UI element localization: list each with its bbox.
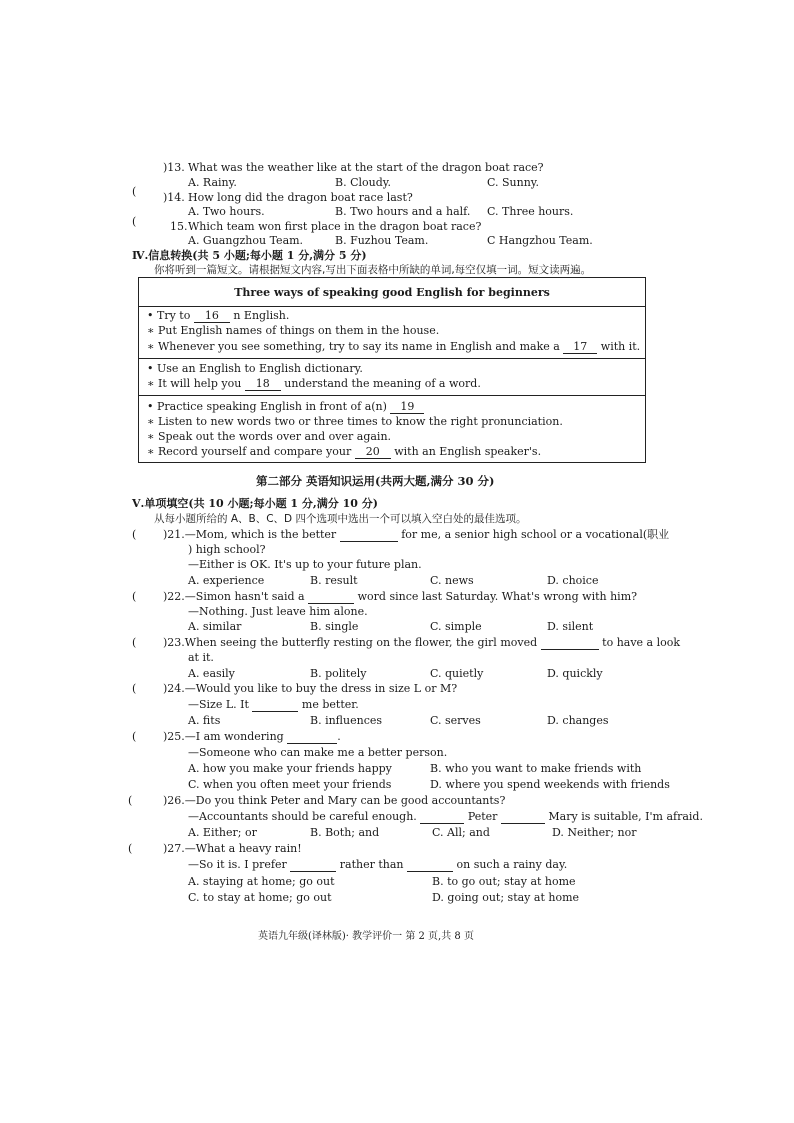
q26-option-b: B. Both; and: [310, 826, 380, 839]
q25-blank[interactable]: [287, 743, 337, 744]
q23-line1: )23.When seeing the butterfly resting on the flower, the girl moved to have a look: [163, 636, 681, 649]
q27-option-d: D. going out; stay at home: [432, 891, 580, 904]
blank-17[interactable]: 17: [563, 341, 597, 354]
q23-option-d: D. quickly: [547, 667, 603, 680]
q22-line1: )22.—Simon hasn't said a word since last Saturday. What's wrong with him?: [163, 590, 638, 603]
q26-line2: —Accountants should be careful enough. Peter Mary is suitable, I'm afraid.: [188, 810, 703, 823]
q21-paren: (: [132, 528, 137, 541]
page-footer: 英语九年级(译林版)· 教学评价一 第 2 页,共 8 页: [258, 931, 474, 942]
q21-option-c: C. news: [430, 574, 474, 587]
q14-option-a: A. Two hours.: [188, 205, 265, 218]
q25-option-c: C. when you often meet your friends: [188, 778, 392, 791]
blank-16[interactable]: 16: [194, 310, 230, 323]
q25-option-a: A. how you make your friends happy: [188, 762, 392, 775]
table-row-17: ∗ Whenever you see something, try to say its name in English and make a 17 with it.: [147, 340, 641, 353]
info-table: [138, 277, 646, 463]
section4-instruction: 你将听到一篇短文。请根据短文内容,写出下面表格中所缺的单词,每空仅填一词。短文读两遍。: [154, 264, 592, 276]
table-row-dictionary: • Use an English to English dictionary.: [147, 362, 363, 375]
q15-option-a: A. Guangzhou Team.: [188, 234, 304, 247]
q13-option-b: B. Cloudy.: [335, 176, 392, 189]
q25-option-d: D. where you spend weekends with friends: [430, 778, 670, 791]
q27-paren: (: [128, 842, 133, 855]
q24-line1: )24.—Would you like to buy the dress in size L or M?: [163, 682, 458, 695]
q15-stem: 15.: [170, 220, 188, 233]
q26-option-d: D. Neither; nor: [552, 826, 637, 839]
section5-heading: Ⅴ.单项填空(共 10 小题;每小题 1 分,满分 10 分): [132, 497, 378, 510]
q24-line2: —Size L. It me better.: [188, 698, 359, 711]
q24-paren: (: [132, 682, 137, 695]
q25-paren: (: [132, 730, 137, 743]
q14-option-c: C. Three hours.: [487, 205, 574, 218]
q22-option-a: A. similar: [188, 620, 242, 633]
blank-19[interactable]: 19: [390, 401, 424, 414]
q24-option-c: C. serves: [430, 714, 481, 727]
q13-option-c: C. Sunny.: [487, 176, 540, 189]
q26-line1: )26.—Do you think Peter and Mary can be good accountants?: [163, 794, 506, 807]
q13-stem: )13.: [163, 161, 185, 174]
q27-option-b: B. to go out; stay at home: [432, 875, 576, 888]
q25-line2: —Someone who can make me a better person.: [188, 746, 448, 759]
q23-line2: at it.: [188, 651, 214, 664]
q21-line2: ) high school?: [188, 543, 266, 556]
blank-20[interactable]: 20: [355, 446, 391, 459]
q22-line2: —Nothing. Just leave him alone.: [188, 605, 368, 618]
q15-paren: (: [132, 215, 137, 228]
q14-paren: (: [132, 185, 137, 198]
table-row-19: • Practice speaking English in front of a(n) 19: [147, 400, 424, 414]
q24-option-b: B. influences: [310, 714, 383, 727]
table-row-16: • Try to 16 n English.: [147, 309, 290, 322]
table-title: Three ways of speaking good English for beginners: [234, 286, 550, 299]
q26-blank-1[interactable]: [420, 823, 464, 824]
table-row-names: ∗ Put English names of things on them in the house.: [147, 324, 440, 337]
q14-stem: )14.: [163, 191, 185, 204]
q15-option-c: C Hangzhou Team.: [487, 234, 593, 247]
part2-title: 第二部分 英语知识运用(共两大题,满分 30 分): [256, 474, 495, 488]
q22-option-b: B. single: [310, 620, 359, 633]
table-row-listen: ∗ Listen to new words two or three times to know the right pronunciation.: [147, 415, 563, 428]
table-row-speak: ∗ Speak out the words over and over again.: [147, 430, 392, 443]
q27-blank-2[interactable]: [407, 871, 453, 872]
q26-paren: (: [128, 794, 133, 807]
q23-blank[interactable]: [541, 649, 599, 650]
q27-line1: )27.—What a heavy rain!: [163, 842, 302, 855]
q13-option-a: A. Rainy.: [188, 176, 237, 189]
q24-option-a: A. fits: [188, 714, 221, 727]
blank-18[interactable]: 18: [245, 378, 281, 391]
q21-option-a: A. experience: [188, 574, 265, 587]
q21-blank[interactable]: [340, 541, 398, 542]
q26-option-c: C. All; and: [432, 826, 490, 839]
section4-heading: Ⅳ.信息转换(共 5 小题;每小题 1 分,满分 5 分): [132, 249, 367, 262]
q26-blank-2[interactable]: [501, 823, 545, 824]
q24-option-d: D. changes: [547, 714, 609, 727]
q21-line3: —Either is OK. It's up to your future plan.: [188, 558, 422, 571]
q27-line2: —So it is. I prefer rather than on such a rainy day.: [188, 858, 568, 871]
q25-line1: )25.—I am wondering .: [163, 730, 341, 743]
q21-option-d: D. choice: [547, 574, 599, 587]
q14-text: How long did the dragon boat race last?: [188, 191, 413, 204]
q23-option-a: A. easily: [188, 667, 235, 680]
q27-blank-1[interactable]: [290, 871, 336, 872]
q27-option-a: A. staying at home; go out: [188, 875, 335, 888]
q21-line1: )21.—Mom, which is the better for me, a senior high school or a vocational(职业: [163, 528, 670, 541]
q22-option-c: C. simple: [430, 620, 482, 633]
q13-text: What was the weather like at the start of the dragon boat race?: [188, 161, 544, 174]
q23-paren: (: [132, 636, 137, 649]
q22-option-d: D. silent: [547, 620, 594, 633]
section5-instruction: 从每小题所给的 A、B、C、D 四个选项中选出一个可以填入空白处的最佳选项。: [154, 513, 527, 525]
q22-paren: (: [132, 590, 137, 603]
q14-option-b: B. Two hours and a half.: [335, 205, 471, 218]
q15-text: Which team won first place in the dragon boat race?: [188, 220, 482, 233]
table-row-18: ∗ It will help you 18 understand the meaning of a word.: [147, 377, 481, 390]
q21-option-b: B. result: [310, 574, 358, 587]
q22-blank[interactable]: [308, 603, 354, 604]
table-row-20: ∗ Record yourself and compare your 20 with an English speaker's.: [147, 445, 542, 458]
q23-option-c: C. quietly: [430, 667, 484, 680]
q23-option-b: B. politely: [310, 667, 367, 680]
q27-option-c: C. to stay at home; go out: [188, 891, 332, 904]
q24-blank[interactable]: [252, 711, 298, 712]
q25-option-b: B. who you want to make friends with: [430, 762, 642, 775]
q26-option-a: A. Either; or: [188, 826, 257, 839]
q15-option-b: B. Fuzhou Team.: [335, 234, 429, 247]
